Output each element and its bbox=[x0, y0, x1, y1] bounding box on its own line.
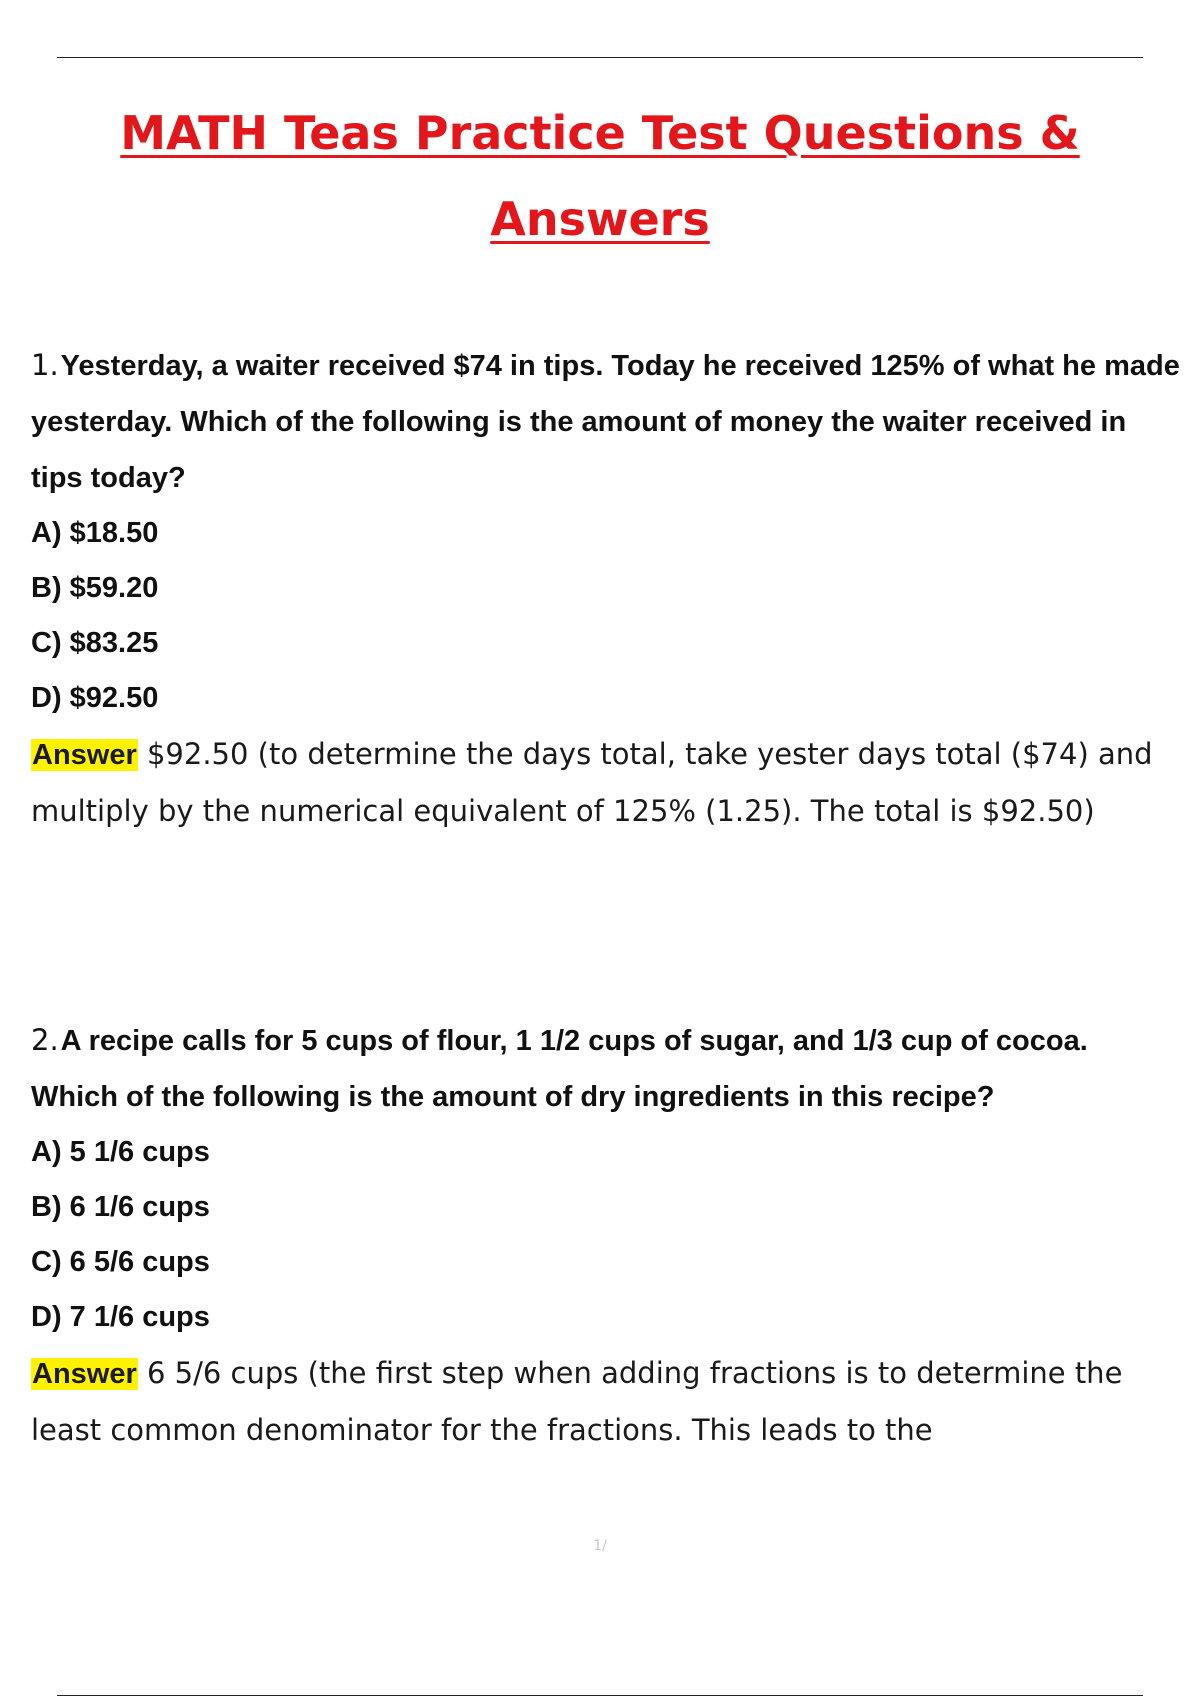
option-d: D) 7 1/6 cups bbox=[31, 1301, 210, 1333]
question-1 bbox=[31, 337, 1181, 839]
question-number: 2. bbox=[31, 1023, 59, 1057]
answer-highlight-label: Answer bbox=[32, 739, 137, 771]
option-c: C) 6 5/6 cups bbox=[31, 1246, 210, 1278]
answer-text: $92.50 (to determine the days total, take yester days total ($74) and multiply by the numerical equivalent of 125% (1.25). The total is $92.50) bbox=[31, 737, 1153, 828]
answer-explanation bbox=[31, 1345, 1181, 1458]
top-rule bbox=[57, 57, 1143, 58]
answer-options bbox=[31, 506, 1181, 726]
option-c: C) $83.25 bbox=[31, 627, 159, 659]
option-a: A) $18.50 bbox=[31, 517, 159, 549]
answer-explanation bbox=[31, 726, 1181, 839]
question-stem bbox=[31, 1012, 1181, 1125]
bottom-rule bbox=[57, 1695, 1143, 1696]
option-a: A) 5 1/6 cups bbox=[31, 1136, 210, 1168]
question-text: Yesterday, a waiter received $74 in tips. Today he received 125% of what he made yesterday. Which of the following is the amount of money the waiter received in tips today? bbox=[31, 350, 1180, 494]
option-b: B) 6 1/6 cups bbox=[31, 1191, 210, 1223]
option-d: D) $92.50 bbox=[31, 682, 159, 714]
question-text: A recipe calls for 5 cups of flour, 1 1/2 cups of sugar, and 1/3 cup of cocoa. Which of the following is the amount of dry ingredients in this recipe? bbox=[31, 1025, 1088, 1113]
document-title: MATH Teas Practice Test Questions & bbox=[120, 106, 1080, 160]
question-number: 1. bbox=[31, 348, 59, 382]
document-title-continued: Answers bbox=[490, 192, 710, 246]
option-b: B) $59.20 bbox=[31, 572, 159, 604]
question-2 bbox=[31, 1012, 1181, 1458]
answer-text: 6 5/6 cups (the first step when adding fractions is to determine the least common denominator for the fractions. This leads to the bbox=[31, 1356, 1123, 1447]
question-stem bbox=[31, 337, 1181, 506]
page-number: 1/ bbox=[593, 1538, 607, 1554]
answer-options bbox=[31, 1125, 1181, 1345]
answer-highlight-label: Answer bbox=[32, 1358, 137, 1390]
